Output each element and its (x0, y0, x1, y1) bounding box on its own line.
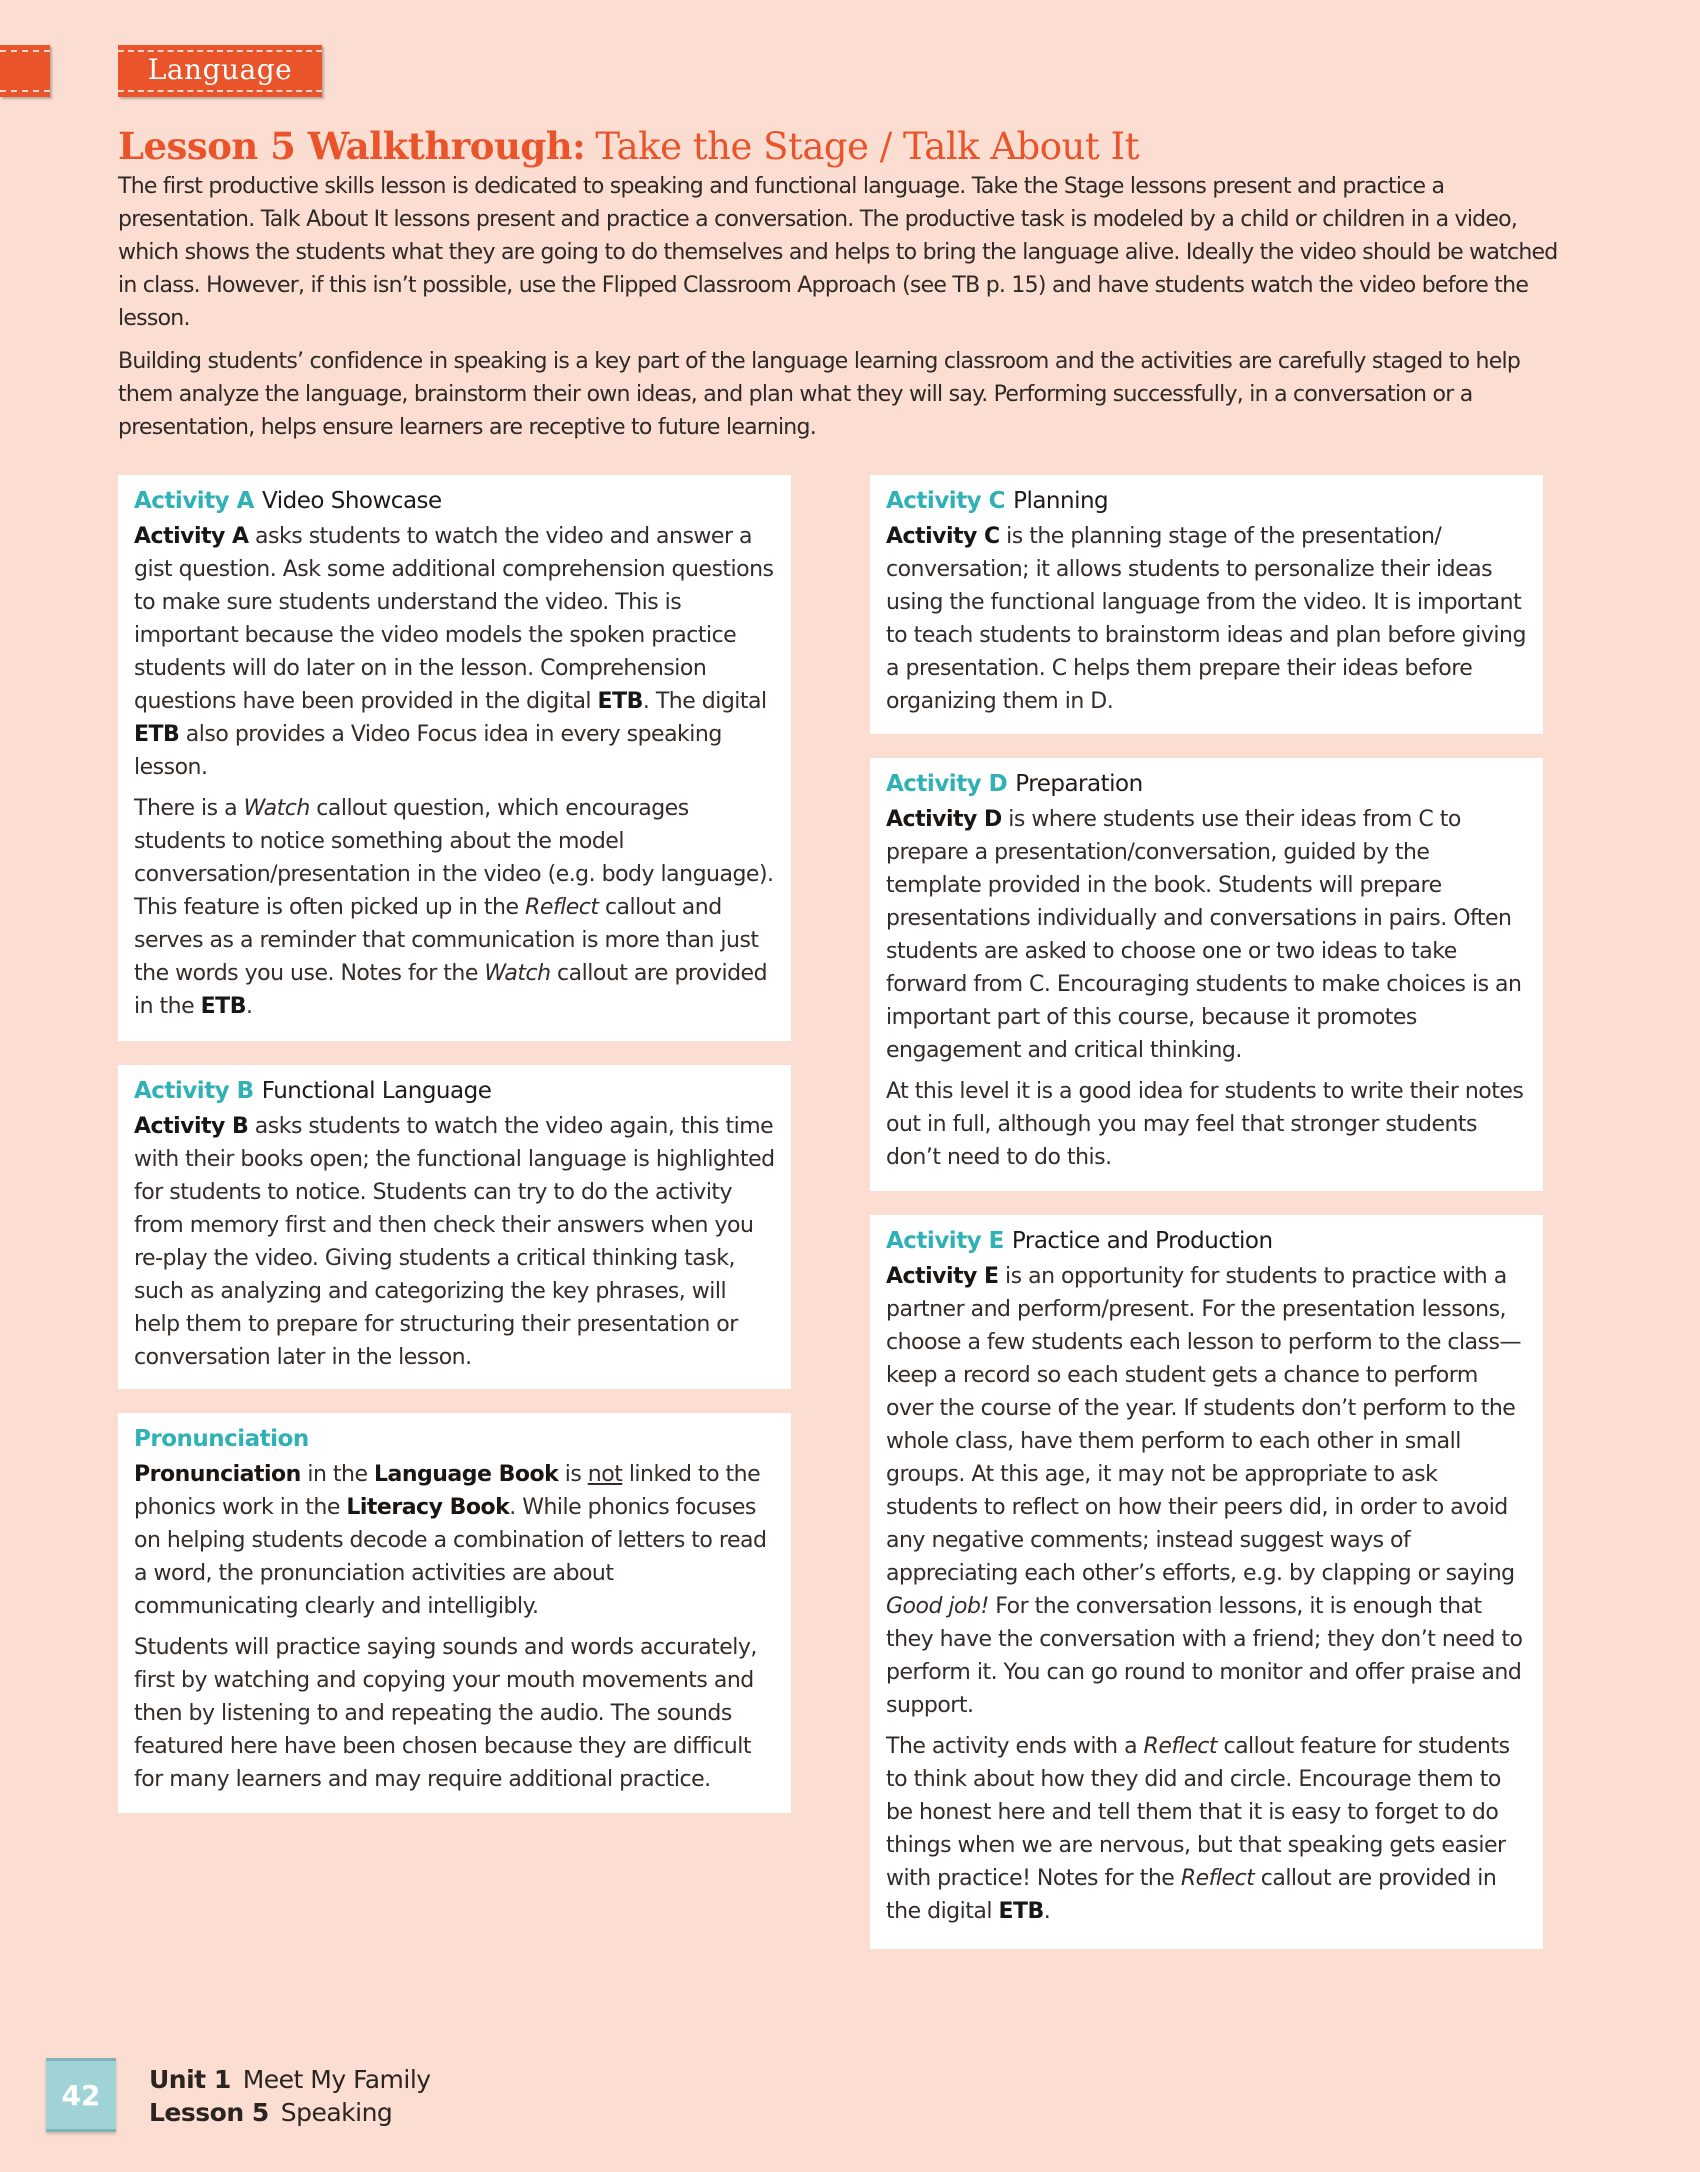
activity-e-paragraph-2 (886, 1730, 1527, 1928)
text: is an opportunity for students to practice with a partner and perform/present. For the presentation lessons, choose a few students each lesson to perform to the class—keep a record so each student gets a chance to perform over the course of the year. If students don’t perform to the whole class, have them perform to each other in small groups. At this age, it may not be appropriate to ask students to reflect on how their peers did, in order to avoid any negative comments; instead suggest ways of appreciating each other’s efforts, e.g. by clapping or saying (886, 1264, 1521, 1586)
italic-term: Reflect (1180, 1866, 1255, 1891)
page-number-badge (46, 2058, 116, 2132)
bold-term: ETB (134, 722, 180, 747)
activity-c-heading (886, 485, 1527, 518)
bold-term: Pronunciation (134, 1462, 301, 1487)
activity-d-paragraph-2: At this level it is a good idea for students to write their notes out in full, although you may feel that stronger students don’t need to do this. (886, 1079, 1524, 1170)
text: is the planning stage of the presentation/ conversation; it allows students to personalize their ideas using the functional language from the video. It is important to teach students to brainstorm ideas and plan before giving a presentation. C helps them prepare their ideas before organizing them in D. (886, 524, 1526, 714)
intro-paragraph: Building students’ confidence in speaking is a key part of the language learning classroom and the activities are carefully staged to help them analyze the language, brainstorm their own ideas, and plan what they will say. Performing successfully, in a conversation or a presentation, helps ensure learners are receptive to future learning. (118, 349, 1521, 440)
page-title-subtitle: Take the Stage / Talk About It (595, 125, 1139, 168)
pronunciation-paragraph-2: Students will practice saying sounds and words accurately, first by watching and copying your mouth movements and then by listening to and repeating the audio. The sounds featured here have been chosen because they are difficult for many learners and may require additional practice. (134, 1635, 757, 1792)
text: also provides a Video Focus idea in every speaking lesson. (134, 722, 722, 780)
activity-tag: Activity B (134, 1078, 254, 1104)
section-tab-label: Language (147, 53, 293, 86)
text: callout are provided in the (134, 961, 768, 1019)
activity-e-box (870, 1215, 1543, 1949)
activity-c-paragraph-1 (886, 520, 1527, 718)
text: For the conversation lessons, it is enough that they have the conversation with a friend; they don’t need to perform it. You can go round to monitor and offer praise and support. (886, 1594, 1523, 1718)
text: is where students use their ideas from C to prepare a presentation/conversation, guided by the template provided in the book. Students will prepare presentations individually and conversations in pairs. Often students are asked to choose one or two ideas to take forward from C. Encouraging students to make choices is an important part of this course, because it promotes engagement and critical thinking. (886, 807, 1522, 1063)
activity-tag: Pronunciation (134, 1426, 309, 1452)
page-title (118, 124, 1139, 168)
text: callout question, which encourages students to notice something about the model conversation/presentation in the video (e.g. body language). This feature is often picked up in the (134, 796, 774, 920)
lesson-label: Lesson 5 (149, 2098, 269, 2127)
activity-a-paragraph-2 (134, 792, 775, 1023)
lesson-title: Speaking (280, 2098, 393, 2127)
activity-c-box (870, 475, 1543, 734)
text: is (558, 1462, 588, 1487)
italic-term: Reflect (1143, 1734, 1217, 1759)
underlined-term: not (587, 1462, 623, 1487)
bold-term: ETB (597, 689, 643, 714)
activity-tag: Activity A (134, 488, 254, 514)
italic-term: Watch (484, 961, 551, 986)
activity-d-heading (886, 768, 1527, 801)
footer-lesson (149, 2098, 392, 2127)
italic-term: Good job! (886, 1594, 989, 1619)
footer-unit (149, 2065, 431, 2094)
activity-a-heading (134, 485, 775, 518)
text: in the (300, 1462, 374, 1487)
text: linked to the phonics work in the (134, 1462, 761, 1520)
bold-term: ETB (200, 994, 246, 1019)
activity-d-box (870, 758, 1543, 1191)
text: asks students to watch the video again, this time with their books open; the functional language is highlighted for students to notice. Students can try to do the activity from memory first and then check their answers when you re-play the video. Giving students a critical thinking task, such as analyzing and categorizing the key phrases, will help them to prepare for structuring their presentation or conversation later in the lesson. (134, 1114, 775, 1370)
activity-a-paragraph-1 (134, 520, 775, 784)
activity-a-box (118, 475, 791, 1041)
unit-label: Unit 1 (149, 2065, 231, 2094)
intro-paragraph: The first productive skills lesson is dedicated to speaking and functional language. Take the Stage lessons present and practice a presentation. Talk About It lessons present and practice a conversation. The productive task is modeled by a child or children in a video, which shows the students what they are going to do themselves and helps to bring the language alive. Ideally the video should be watched in class. However, if this isn’t possible, use the Flipped Classroom Approach (see TB p. 15) and have students watch the video before the lesson. (118, 174, 1558, 331)
activity-b-paragraph-1 (134, 1110, 775, 1374)
pronunciation-paragraph-1 (134, 1458, 775, 1623)
italic-term: Watch (243, 796, 310, 821)
activity-b-heading (134, 1075, 775, 1108)
bold-term: Activity B (134, 1114, 249, 1139)
activity-b-box (118, 1065, 791, 1389)
section-tab-language (118, 45, 322, 97)
pronunciation-heading (134, 1423, 775, 1456)
page-title-bold: Lesson 5 Walkthrough: (118, 124, 586, 168)
pronunciation-box (118, 1413, 791, 1813)
text: . (245, 994, 253, 1019)
bold-term: ETB (998, 1899, 1044, 1924)
bold-term: Language Book (373, 1462, 559, 1487)
text: asks students to watch the video and answer a gist question. Ask some additional comprehension questions to make sure students understand the video. This is important because the video models the spoken practice students will do later on in the lesson. Comprehension questions have been provided in the digital (134, 524, 774, 714)
text: . (1043, 1899, 1051, 1924)
unit-title: Meet My Family (242, 2065, 431, 2094)
activity-tag: Activity C (886, 488, 1006, 514)
text: There is a (134, 796, 244, 821)
ribbon-edge-decoration (0, 45, 50, 97)
text: callout and serves as a reminder that communication is more than just the words you use. Notes for the (134, 895, 759, 986)
text: The activity ends with a (886, 1734, 1144, 1759)
bold-term: Activity A (134, 524, 249, 549)
text: . While phonics focuses on helping students decode a combination of letters to read a word, the pronunciation activities are about communicating clearly and intelligibly. (134, 1495, 767, 1619)
bold-term: Literacy Book (346, 1495, 510, 1520)
text: callout feature for students to think about how they did and circle. Encourage them to be honest here and tell them that it is easy to forget to do things when we are nervous, but that speaking gets easier with practice! Notes for the (886, 1734, 1510, 1891)
activity-tag: Activity E (886, 1228, 1004, 1254)
bold-term: Activity D (886, 807, 1002, 832)
text: callout are provided in the digital (886, 1866, 1497, 1924)
activity-subtitle: Preparation (1015, 771, 1143, 797)
text: . The digital (642, 689, 767, 714)
activity-d-paragraph-1 (886, 803, 1527, 1067)
activity-tag: Activity D (886, 771, 1008, 797)
activity-subtitle: Practice and Production (1011, 1228, 1273, 1254)
activity-subtitle: Video Showcase (261, 488, 442, 514)
italic-term: Reflect (525, 895, 599, 920)
activity-subtitle: Functional Language (261, 1078, 492, 1104)
bold-term: Activity C (886, 524, 1000, 549)
activity-subtitle: Planning (1013, 488, 1109, 514)
activity-e-paragraph-1 (886, 1260, 1527, 1722)
bold-term: Activity E (886, 1264, 999, 1289)
page-number: 42 (61, 2079, 101, 2112)
activity-e-heading (886, 1225, 1527, 1258)
